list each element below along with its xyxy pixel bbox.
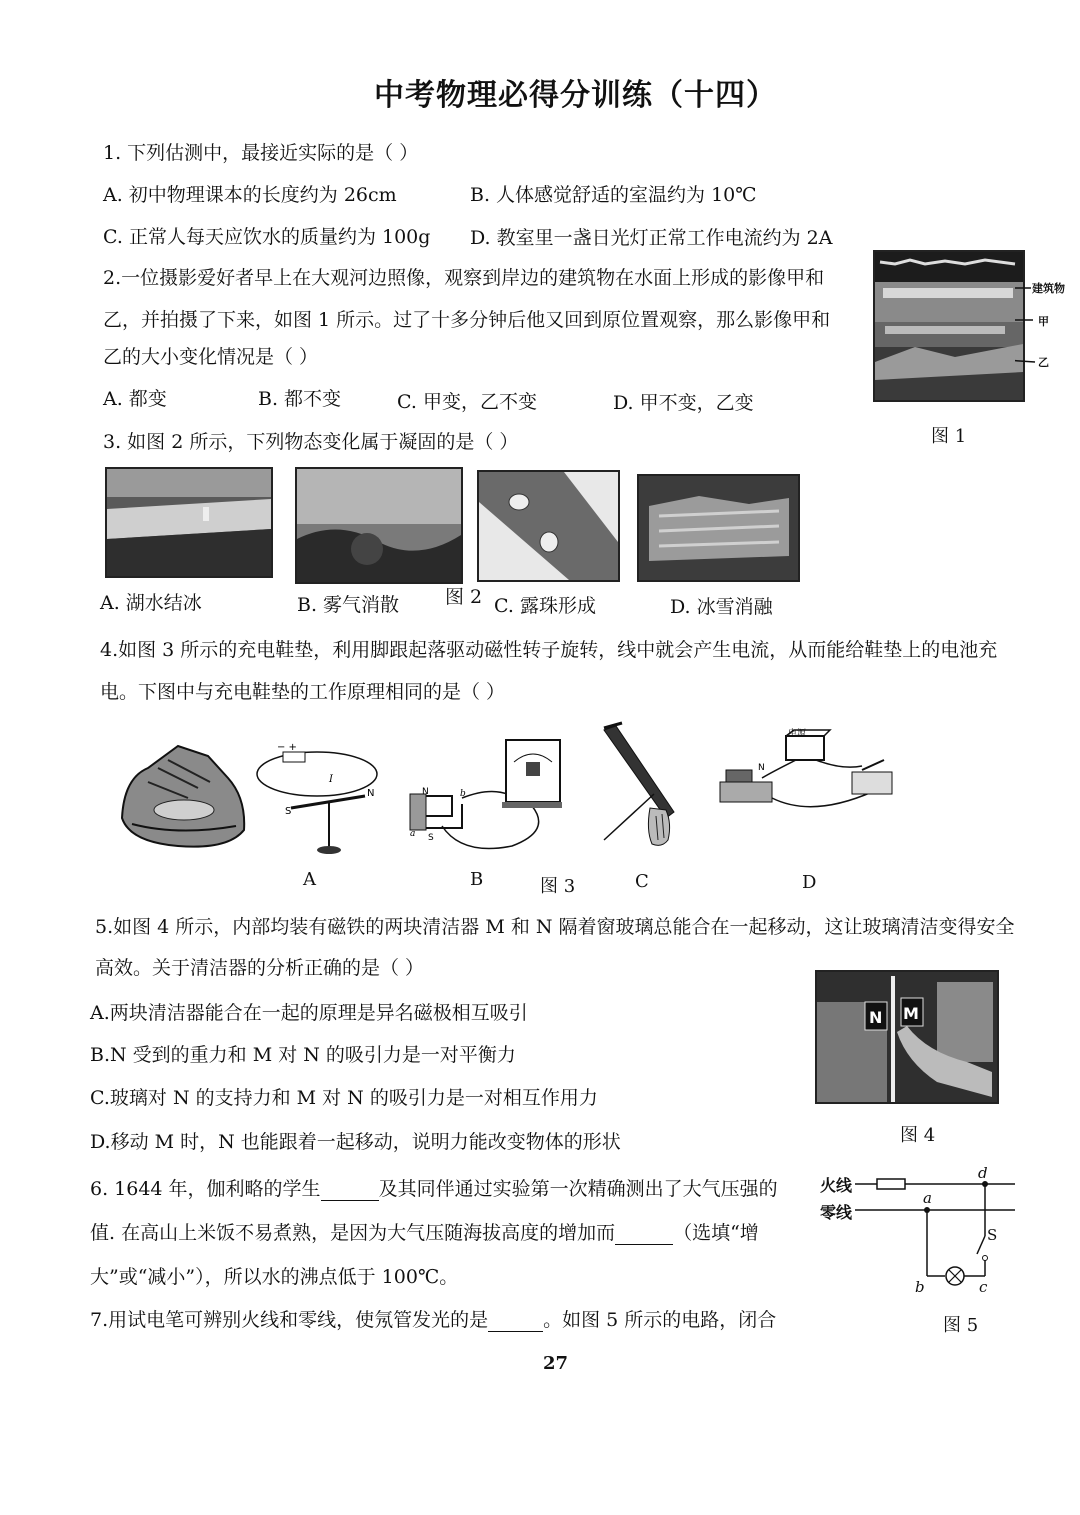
svg-text:N: N [422, 787, 429, 797]
svg-text:N: N [869, 1008, 883, 1027]
q5-option-c: C.玻璃对 N 的支持力和 M 对 N 的吸引力是一对相互作用力 [90, 1087, 598, 1109]
q3-option-c: C. 露珠形成 [494, 595, 596, 617]
figure3-diagram-a [255, 742, 385, 860]
svg-text:M: M [903, 1004, 919, 1023]
q4-line2: 电。下图中与充电鞋垫的工作原理相同的是（ ） [100, 681, 506, 703]
figure5-neutral-label: 零线 [820, 1203, 853, 1222]
svg-text:a: a [410, 829, 416, 839]
page-number: 27 [543, 1353, 569, 1374]
q6-blank-1[interactable] [321, 1182, 379, 1201]
q6-line2 [90, 1221, 759, 1245]
figure5-node-b: b [915, 1278, 925, 1296]
figure1-photo [873, 250, 1025, 402]
figure3-label-d: D [802, 872, 817, 893]
svg-text:N: N [758, 763, 765, 773]
figure3-label-a: A [303, 869, 316, 890]
q1-option-a: A. 初中物理课本的长度约为 26cm [103, 184, 397, 206]
q2-line1: 2.一位摄影爱好者早上在大观河边照像，观察到岸边的建筑物在水面上形成的影像甲和 [103, 267, 825, 289]
figure2-photo-b [295, 467, 463, 584]
q6-line1-pre: 6. 1644 年，伽利略的学生 [90, 1178, 321, 1200]
figure2-caption: 图 2 [445, 586, 483, 608]
q2-option-d: D. 甲不变，乙变 [613, 392, 754, 414]
q1-option-d: D. 教室里一盏日光灯正常工作电流约为 2A [470, 227, 833, 249]
q2-line3: 乙的大小变化情况是（ ） [103, 346, 319, 368]
figure5-node-d: d [978, 1164, 988, 1182]
figure3-label-b: B [470, 869, 484, 890]
q1-option-b: B. 人体感觉舒适的室温约为 10℃ [470, 184, 757, 206]
q6-line3: 大”或“减小”），所以水的沸点低于 100℃。 [90, 1266, 459, 1288]
q5-option-d: D.移动 M 时，N 也能跟着一起移动，说明力能改变物体的形状 [90, 1131, 621, 1153]
q3-stem: 3. 如图 2 所示，下列物态变化属于凝固的是（ ） [103, 431, 519, 453]
figure5-live-label: 火线 [820, 1176, 853, 1195]
figure4-photo [815, 970, 999, 1104]
q6-line1 [90, 1177, 778, 1201]
q6-line2-pre: 值. 在高山上米饭不易煮熟，是因为大气压随海拔高度的增加而 [90, 1222, 616, 1244]
figure2-photo-c [477, 470, 620, 582]
q7-blank-1[interactable] [488, 1313, 543, 1332]
q1-option-c: C. 正常人每天应饮水的质量约为 100g [103, 226, 431, 248]
q2-option-c: C. 甲变，乙不变 [397, 391, 537, 413]
figure2-photo-a [105, 467, 273, 578]
q1-stem: 1. 下列估测中，最接近实际的是（ ） [103, 142, 419, 164]
svg-text:I: I [329, 774, 333, 785]
figure1-caption: 图 1 [931, 426, 967, 447]
figure5-node-a: a [923, 1189, 932, 1207]
q6-line1-post: 及其同伴通过实验第一次精确测出了大气压强的 [378, 1178, 778, 1200]
q5-option-b: B.N 受到的重力和 M 对 N 的吸引力是一对平衡力 [90, 1044, 516, 1066]
svg-text:S: S [285, 806, 292, 817]
q2-option-b: B. 都不变 [258, 388, 342, 410]
q5-option-a: A.两块清洁器能合在一起的原理是异名磁极相互吸引 [90, 1002, 528, 1024]
figure3-diagram-c [592, 720, 692, 850]
figure5-switch-s: S [987, 1226, 998, 1244]
figure2-photo-d [637, 474, 800, 582]
q3-option-a: A. 湖水结冰 [100, 592, 202, 614]
q2-option-a: A. 都变 [103, 388, 167, 410]
figure1-label-building: 建筑物 [1032, 282, 1065, 295]
figure3-label-c: C [635, 871, 649, 892]
svg-text:− +: − + [277, 742, 297, 753]
q2-line2: 乙，并拍摄了下来，如图 1 所示。过了十多分钟后他又回到原位置观察，那么影像甲和 [103, 309, 831, 331]
figure3-diagram-b [402, 736, 562, 860]
q3-option-b: B. 雾气消散 [297, 594, 400, 616]
page-title: 中考物理必得分训练（十四） [374, 78, 777, 113]
q7-line1-post: 。如图 5 所示的电路，闭合 [543, 1309, 777, 1331]
q4-line1: 4.如图 3 所示的充电鞋垫，利用脚跟起落驱动磁性转子旋转，线中就会产生电流，从而能给鞋垫上的电池充 [100, 639, 998, 661]
figure3-caption: 图 3 [540, 876, 576, 897]
svg-text:N: N [367, 788, 375, 799]
figure3-diagram-d [712, 722, 902, 818]
figure1-label-yi: 乙 [1038, 356, 1049, 369]
figure3-power-label: 电源 [788, 729, 807, 739]
figure3-shoe [118, 738, 250, 856]
q7-line1 [90, 1308, 776, 1332]
svg-text:S: S [428, 833, 434, 843]
q5-line2: 高效。关于清洁器的分析正确的是（ ） [95, 957, 425, 979]
q6-blank-2[interactable] [615, 1226, 673, 1245]
figure5-node-c: c [979, 1278, 988, 1296]
q6-line2-post: （选填“增 [673, 1222, 759, 1244]
q3-option-d: D. 冰雪消融 [670, 596, 773, 618]
figure1-label-jia: 甲 [1038, 315, 1049, 328]
figure4-caption: 图 4 [900, 1125, 936, 1146]
q7-line1-pre: 7.用试电笔可辨别火线和零线，使氖管发光的是 [90, 1309, 489, 1331]
q5-line1: 5.如图 4 所示，内部均装有磁铁的两块清洁器 M 和 N 隔着窗玻璃总能合在一起移动，这让玻璃清洁变得安全 [95, 916, 1015, 938]
svg-text:b: b [460, 789, 466, 799]
figure5-caption: 图 5 [943, 1315, 979, 1336]
